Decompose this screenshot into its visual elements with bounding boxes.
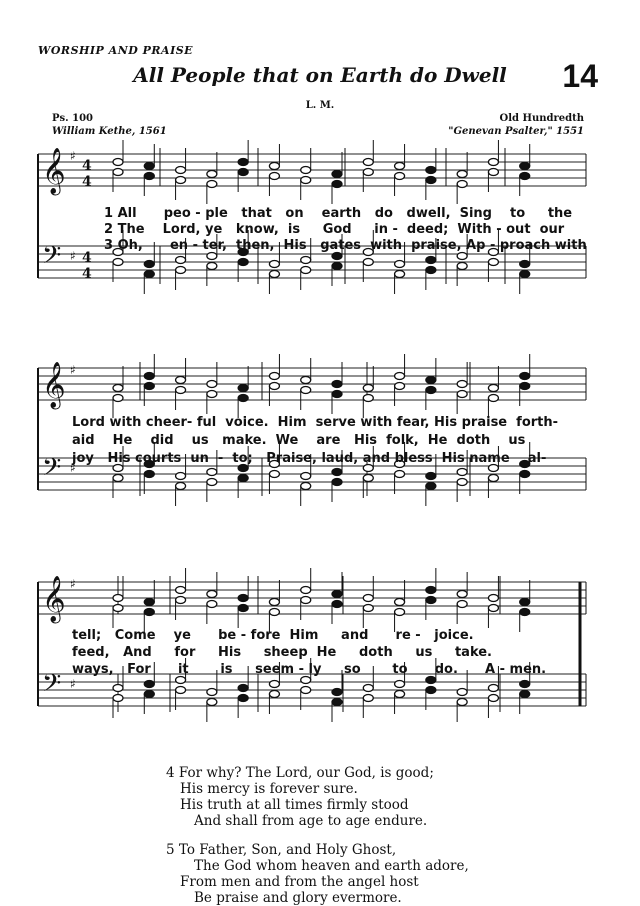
note-head — [238, 685, 248, 692]
bass-clef: 𝄢 — [42, 669, 62, 704]
note-head — [363, 595, 373, 602]
note-head — [207, 181, 217, 188]
lyric-line: 1 All peo - ple that on earth do dwell, Sing to the — [104, 206, 573, 221]
note-head — [301, 177, 311, 184]
note-head — [457, 689, 467, 696]
time-signature: 4 — [82, 250, 92, 266]
stanza-line: From men and from the angel host — [180, 874, 419, 890]
note-head — [520, 373, 530, 380]
note-head — [520, 471, 530, 478]
note-head — [520, 599, 530, 606]
lyric-line: tell; Come ye be - fore Him and re - joice. — [72, 628, 474, 643]
note-head — [426, 167, 436, 174]
note-head — [176, 677, 186, 684]
note-head — [488, 169, 498, 176]
note-head — [426, 687, 436, 694]
note-head — [144, 681, 154, 688]
note-head — [269, 373, 279, 380]
note-head — [113, 385, 123, 392]
note-head — [269, 163, 279, 170]
note-head — [176, 687, 186, 694]
note-head — [176, 597, 186, 604]
note-head — [144, 691, 154, 698]
stanza-line: 4 For why? The Lord, our God, is good; — [166, 765, 434, 781]
note-head — [395, 383, 405, 390]
note-head — [176, 387, 186, 394]
note-head — [363, 169, 373, 176]
note-head — [457, 263, 467, 270]
tune-source: "Genevan Psalter," 1551 — [448, 126, 584, 137]
note-head — [457, 601, 467, 608]
note-head — [301, 587, 311, 594]
note-head — [395, 681, 405, 688]
note-head — [207, 171, 217, 178]
note-head — [520, 163, 530, 170]
meter: L. M. — [305, 100, 335, 111]
note-head — [520, 681, 530, 688]
note-head — [457, 181, 467, 188]
key-signature-sharp: ♯ — [70, 249, 76, 263]
note-head — [395, 471, 405, 478]
stanza-line: His mercy is forever sure. — [180, 781, 358, 797]
lyric-line: aid He did us make. We are His folk, He doth us — [72, 433, 526, 448]
note-head — [332, 601, 342, 608]
note-head — [176, 267, 186, 274]
note-head — [113, 169, 123, 176]
note-head — [488, 685, 498, 692]
note-head — [238, 395, 248, 402]
note-head — [457, 381, 467, 388]
note-head — [301, 483, 311, 490]
note-head — [269, 173, 279, 180]
note-head — [488, 159, 498, 166]
note-head — [457, 699, 467, 706]
note-head — [426, 597, 436, 604]
note-head — [238, 385, 248, 392]
note-head — [176, 257, 186, 264]
note-head — [144, 471, 154, 478]
note-head — [176, 483, 186, 490]
note-head — [395, 271, 405, 278]
note-head — [426, 587, 436, 594]
note-head — [332, 479, 342, 486]
note-head — [301, 387, 311, 394]
time-signature: 4 — [82, 174, 92, 190]
note-head — [395, 373, 405, 380]
note-head — [113, 595, 123, 602]
note-head — [457, 469, 467, 476]
note-head — [332, 591, 342, 598]
note-head — [301, 473, 311, 480]
note-head — [363, 685, 373, 692]
note-head — [332, 263, 342, 270]
note-head — [301, 377, 311, 384]
note-head — [363, 605, 373, 612]
note-head — [426, 677, 436, 684]
note-head — [395, 691, 405, 698]
note-head — [426, 257, 436, 264]
key-signature-sharp: ♯ — [70, 149, 76, 163]
note-head — [395, 609, 405, 616]
stanza-line: The God whom heaven and earth adore, — [194, 858, 469, 874]
note-head — [488, 259, 498, 266]
note-head — [269, 599, 279, 606]
note-head — [426, 387, 436, 394]
note-head — [144, 599, 154, 606]
note-head — [520, 383, 530, 390]
note-head — [301, 167, 311, 174]
note-head — [269, 383, 279, 390]
note-head — [520, 609, 530, 616]
stanza-line: And shall from age to age endure. — [194, 813, 428, 829]
lyric-line: feed, And for His sheep He doth us take. — [72, 645, 492, 660]
note-head — [520, 691, 530, 698]
note-head — [301, 677, 311, 684]
note-head — [269, 609, 279, 616]
note-head — [113, 685, 123, 692]
note-head — [144, 173, 154, 180]
note-head — [457, 171, 467, 178]
key-signature-sharp: ♯ — [70, 363, 76, 377]
note-head — [144, 373, 154, 380]
note-head — [332, 381, 342, 388]
note-head — [426, 267, 436, 274]
note-head — [363, 395, 373, 402]
note-head — [238, 475, 248, 482]
stanza-line: 5 To Father, Son, and Holy Ghost, — [166, 842, 397, 858]
treble-clef: 𝄞 — [42, 362, 66, 408]
note-head — [395, 261, 405, 268]
stanza-4 — [166, 765, 434, 829]
note-head — [332, 171, 342, 178]
stanza-line: Be praise and glory evermore. — [194, 890, 402, 906]
note-head — [332, 181, 342, 188]
note-head — [269, 691, 279, 698]
note-head — [144, 163, 154, 170]
note-head — [332, 469, 342, 476]
note-head — [207, 689, 217, 696]
note-head — [144, 261, 154, 268]
note-head — [457, 391, 467, 398]
time-signature: 4 — [82, 266, 92, 282]
note-head — [363, 475, 373, 482]
stanza-5 — [166, 842, 469, 906]
note-head — [144, 383, 154, 390]
note-head — [488, 595, 498, 602]
note-head — [301, 597, 311, 604]
hymn-title: All People that on Earth do Dwell — [133, 63, 507, 87]
note-head — [301, 267, 311, 274]
note-head — [332, 253, 342, 260]
note-head — [457, 591, 467, 598]
note-head — [207, 391, 217, 398]
note-head — [207, 469, 217, 476]
note-head — [176, 177, 186, 184]
note-head — [332, 699, 342, 706]
note-head — [207, 699, 217, 706]
note-head — [207, 381, 217, 388]
note-head — [395, 599, 405, 606]
lyric-line: ways, For it is seem - ly so to do. A - men. — [72, 662, 547, 677]
note-head — [426, 377, 436, 384]
lyric-line: 3 Oh, en - ter, then, His gates with praise, Ap - proach with — [104, 238, 587, 253]
note-head — [176, 473, 186, 480]
bass-clef: 𝄢 — [42, 241, 62, 276]
note-head — [520, 271, 530, 278]
note-head — [488, 385, 498, 392]
note-head — [488, 695, 498, 702]
note-head — [395, 173, 405, 180]
note-head — [207, 601, 217, 608]
note-head — [457, 253, 467, 260]
note-head — [238, 169, 248, 176]
note-head — [238, 595, 248, 602]
lyric-line: joy His courts un - to; Praise, laud, and bless His name al- — [72, 451, 547, 466]
note-head — [363, 695, 373, 702]
note-head — [269, 681, 279, 688]
note-head — [488, 605, 498, 612]
treble-clef: 𝄞 — [42, 148, 66, 194]
note-head — [113, 695, 123, 702]
note-head — [144, 271, 154, 278]
lyric-line: Lord with cheer- ful voice. Him serve with fear, His praise forth- — [72, 415, 559, 430]
note-head — [238, 695, 248, 702]
note-head — [113, 395, 123, 402]
note-head — [207, 263, 217, 270]
key-signature-sharp: ♯ — [70, 677, 76, 691]
note-head — [207, 479, 217, 486]
note-head — [113, 605, 123, 612]
note-head — [301, 257, 311, 264]
note-head — [395, 163, 405, 170]
note-head — [457, 479, 467, 486]
note-head — [144, 609, 154, 616]
lyric-line: 2 The Lord, ye know, is God in - deed; With - out our — [104, 222, 565, 237]
note-head — [426, 177, 436, 184]
note-head — [238, 159, 248, 166]
note-head — [363, 385, 373, 392]
note-head — [269, 261, 279, 268]
note-head — [207, 591, 217, 598]
note-head — [207, 253, 217, 260]
note-head — [113, 259, 123, 266]
note-head — [269, 271, 279, 278]
time-signature: 4 — [82, 158, 92, 174]
psalm-reference: Ps. 100 — [52, 113, 93, 124]
key-signature-sharp: ♯ — [70, 461, 76, 475]
note-head — [113, 159, 123, 166]
author: William Kethe, 1561 — [52, 126, 167, 137]
note-head — [363, 259, 373, 266]
note-head — [176, 377, 186, 384]
bass-clef: 𝄢 — [42, 453, 62, 488]
note-head — [113, 475, 123, 482]
treble-clef: 𝄞 — [42, 576, 66, 622]
note-head — [176, 167, 186, 174]
note-head — [488, 395, 498, 402]
section-heading: WORSHIP AND PRAISE — [38, 44, 194, 57]
hymn-number: 14 — [562, 58, 598, 94]
note-head — [238, 605, 248, 612]
note-head — [426, 473, 436, 480]
note-head — [301, 687, 311, 694]
note-head — [269, 471, 279, 478]
note-head — [520, 173, 530, 180]
note-head — [176, 587, 186, 594]
note-head — [426, 483, 436, 490]
stanza-line: His truth at all times firmly stood — [180, 797, 409, 813]
key-signature-sharp: ♯ — [70, 577, 76, 591]
note-head — [520, 261, 530, 268]
note-head — [238, 259, 248, 266]
note-head — [488, 475, 498, 482]
note-head — [332, 689, 342, 696]
tune-name: Old Hundredth — [499, 113, 584, 124]
note-head — [332, 391, 342, 398]
note-head — [363, 159, 373, 166]
